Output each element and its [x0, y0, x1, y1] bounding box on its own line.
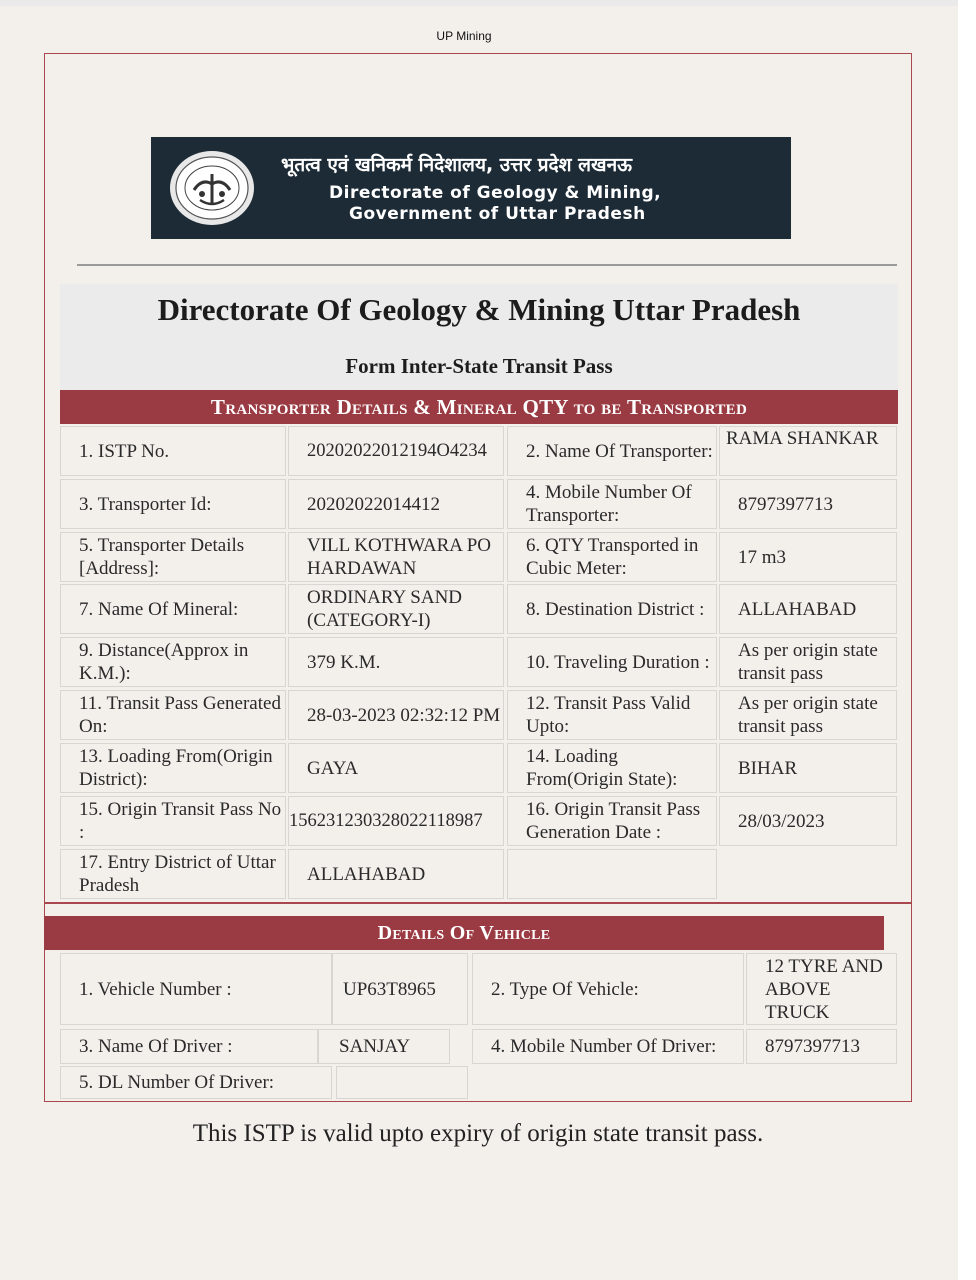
department-banner	[151, 137, 791, 239]
page-title: Directorate Of Geology & Mining Uttar Pradesh	[157, 292, 801, 327]
transporter-row-3-label-2: 6. QTY Transported in Cubic Meter:	[507, 532, 717, 582]
transporter-section-header: Transporter Details & Mineral QTY to be Transported	[60, 390, 898, 424]
top-strip	[0, 0, 976, 6]
transporter-row-5-label-1: 9. Distance(Approx in K.M.):	[60, 637, 286, 687]
transporter-row-7-label-1: 13. Loading From(Origin District):	[60, 743, 286, 793]
vehicle-number-label: 1. Vehicle Number :	[60, 953, 332, 1025]
transporter-row-1-value-1: 20202022012194O4234	[288, 426, 504, 476]
transporter-row-7-label-2: 14. Loading From(Origin State):	[507, 743, 717, 793]
dl-number-value	[336, 1066, 468, 1099]
transporter-row-1-label-2: 2. Name Of Transporter:	[507, 426, 717, 476]
transporter-row-9-label-2	[507, 849, 717, 899]
driver-name-label: 3. Name Of Driver :	[60, 1029, 318, 1064]
transporter-row-8-label-1: 15. Origin Transit Pass No :	[60, 796, 286, 846]
transporter-row-3-value-1: VILL KOTHWARA PO HARDAWAN	[288, 532, 504, 582]
transporter-row-6-value-1: 28-03-2023 02:32:12 PM	[288, 690, 504, 740]
transporter-row-7-value-2: BIHAR	[719, 743, 897, 793]
transporter-row-4-value-2: ALLAHABAD	[719, 584, 897, 634]
transporter-row-9-value-1: ALLAHABAD	[288, 849, 504, 899]
driver-mobile-label: 4. Mobile Number Of Driver:	[472, 1029, 744, 1064]
transporter-row-8-label-2: 16. Origin Transit Pass Generation Date :	[507, 796, 717, 846]
banner-hindi-title: भूतत्व एवं खनिकर्म निदेशालय, उत्तर प्रदेश लखनऊ	[281, 154, 633, 176]
transporter-row-2-label-2: 4. Mobile Number Of Transporter:	[507, 479, 717, 529]
banner-english-line-1: Directorate of Geology & Mining,	[329, 183, 662, 203]
up-emblem-icon	[169, 150, 255, 226]
title-box	[60, 284, 898, 390]
right-strip	[958, 0, 976, 1280]
transporter-row-1-value-2: RAMA SHANKAR	[719, 426, 897, 476]
transporter-row-6-label-2: 12. Transit Pass Valid Upto:	[507, 690, 717, 740]
vehicle-type-label: 2. Type Of Vehicle:	[472, 953, 744, 1025]
transporter-row-2-value-1: 20202022014412	[288, 479, 504, 529]
transporter-row-7-value-1: GAYA	[288, 743, 504, 793]
section-divider	[44, 902, 912, 904]
transporter-row-2-label-1: 3. Transporter Id:	[60, 479, 286, 529]
vehicle-number-value: UP63T8965	[332, 953, 468, 1025]
banner-english-line-2: Government of Uttar Pradesh	[349, 204, 646, 224]
transporter-row-4-label-2: 8. Destination District :	[507, 584, 717, 634]
transporter-row-1-label-1: 1. ISTP No.	[60, 426, 286, 476]
transporter-row-9-label-1: 17. Entry District of Uttar Pradesh	[60, 849, 286, 899]
transporter-row-6-label-1: 11. Transit Pass Generated On:	[60, 690, 286, 740]
dl-number-label: 5. DL Number Of Driver:	[60, 1066, 332, 1099]
driver-name-value: SANJAY	[318, 1029, 450, 1064]
app-title: UP Mining	[436, 29, 492, 43]
transporter-row-3-value-2: 17 m3	[719, 532, 897, 582]
transporter-row-3-label-1: 5. Transporter Details [Address]:	[60, 532, 286, 582]
transporter-row-6-value-2: As per origin state transit pass	[719, 690, 897, 740]
transporter-row-5-label-2: 10. Traveling Duration :	[507, 637, 717, 687]
transporter-row-2-value-2: 8797397713	[719, 479, 897, 529]
divider	[77, 264, 897, 266]
validity-note: This ISTP is valid upto expiry of origin state transit pass.	[192, 1120, 764, 1147]
transporter-row-5-value-2: As per origin state transit pass	[719, 637, 897, 687]
form-subtitle: Form Inter-State Transit Pass	[345, 354, 613, 378]
vehicle-section-header: Details Of Vehicle	[44, 916, 884, 950]
transporter-row-4-label-1: 7. Name Of Mineral:	[60, 584, 286, 634]
driver-mobile-value: 8797397713	[746, 1029, 897, 1064]
transporter-row-8-value-2: 28/03/2023	[719, 796, 897, 846]
transporter-row-5-value-1: 379 K.M.	[288, 637, 504, 687]
vehicle-type-value: 12 TYRE AND ABOVE TRUCK	[746, 953, 897, 1025]
transporter-row-4-value-1: ORDINARY SAND (CATEGORY-I)	[288, 584, 504, 634]
transporter-row-8-value-1: 156231230328022118987	[288, 796, 504, 846]
